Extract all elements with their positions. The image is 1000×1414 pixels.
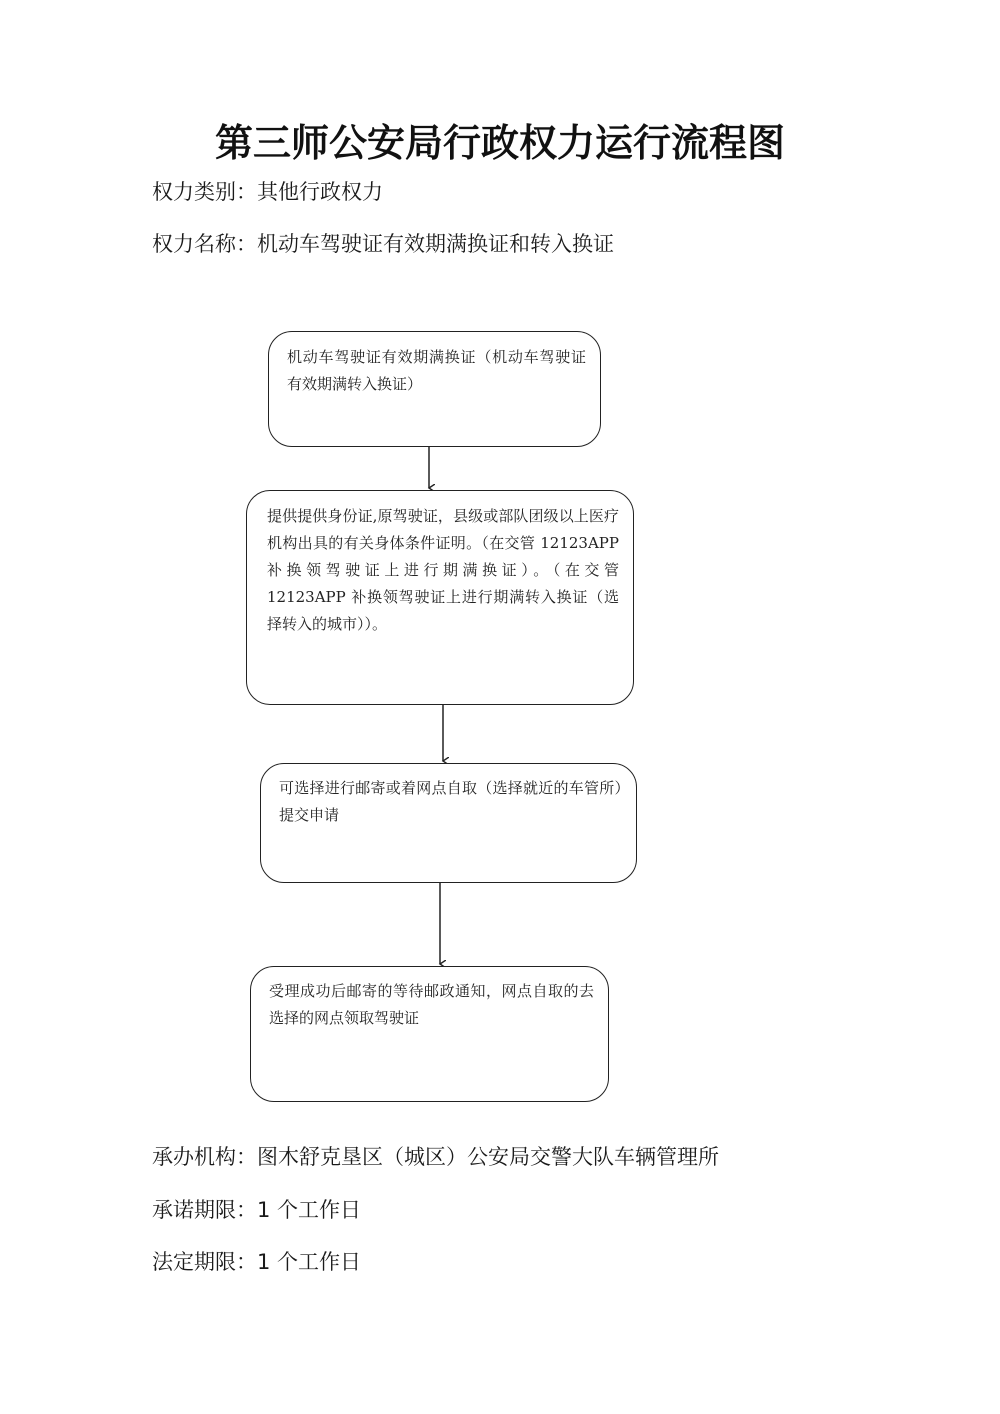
power-category-value: 其他行政权力 (257, 180, 383, 204)
power-name-label: 权力名称： (152, 232, 257, 256)
power-name (152, 228, 614, 258)
handling-agency-value: 图木舒克垦区（城区）公安局交警大队车辆管理所 (257, 1145, 719, 1169)
power-category-label: 权力类别： (152, 180, 257, 204)
handling-agency-label: 承办机构： (152, 1145, 257, 1169)
flow-step-2: 提供提供身份证,原驾驶证，县级或部队团级以上医疗机构出具的有关身体条件证明。（在交管 12123APP 补换领驾驶证上进行期满换证）。（在交管 12123APP 补换领驾驶证上进行期满转入换证（选择转入的城市））。 (246, 490, 634, 705)
promised-deadline-value: 1 个工作日 (257, 1198, 362, 1222)
flow-step-3: 可选择进行邮寄或着网点自取（选择就近的车管所）提交申请 (260, 763, 637, 883)
legal-deadline-value: 1 个工作日 (257, 1250, 362, 1274)
flow-step-4: 受理成功后邮寄的等待邮政通知，网点自取的去选择的网点领取驾驶证 (250, 966, 609, 1102)
power-name-value: 机动车驾驶证有效期满换证和转入换证 (257, 232, 614, 256)
flow-step-1: 机动车驾驶证有效期满换证（机动车驾驶证有效期满转入换证） (268, 331, 601, 447)
promised-deadline (152, 1194, 361, 1224)
legal-deadline-label: 法定期限： (152, 1250, 257, 1274)
page-title: 第三师公安局行政权力运行流程图 (214, 120, 785, 165)
promised-deadline-label: 承诺期限： (152, 1198, 257, 1222)
power-category (152, 176, 383, 206)
legal-deadline (152, 1246, 361, 1276)
handling-agency (152, 1141, 719, 1171)
